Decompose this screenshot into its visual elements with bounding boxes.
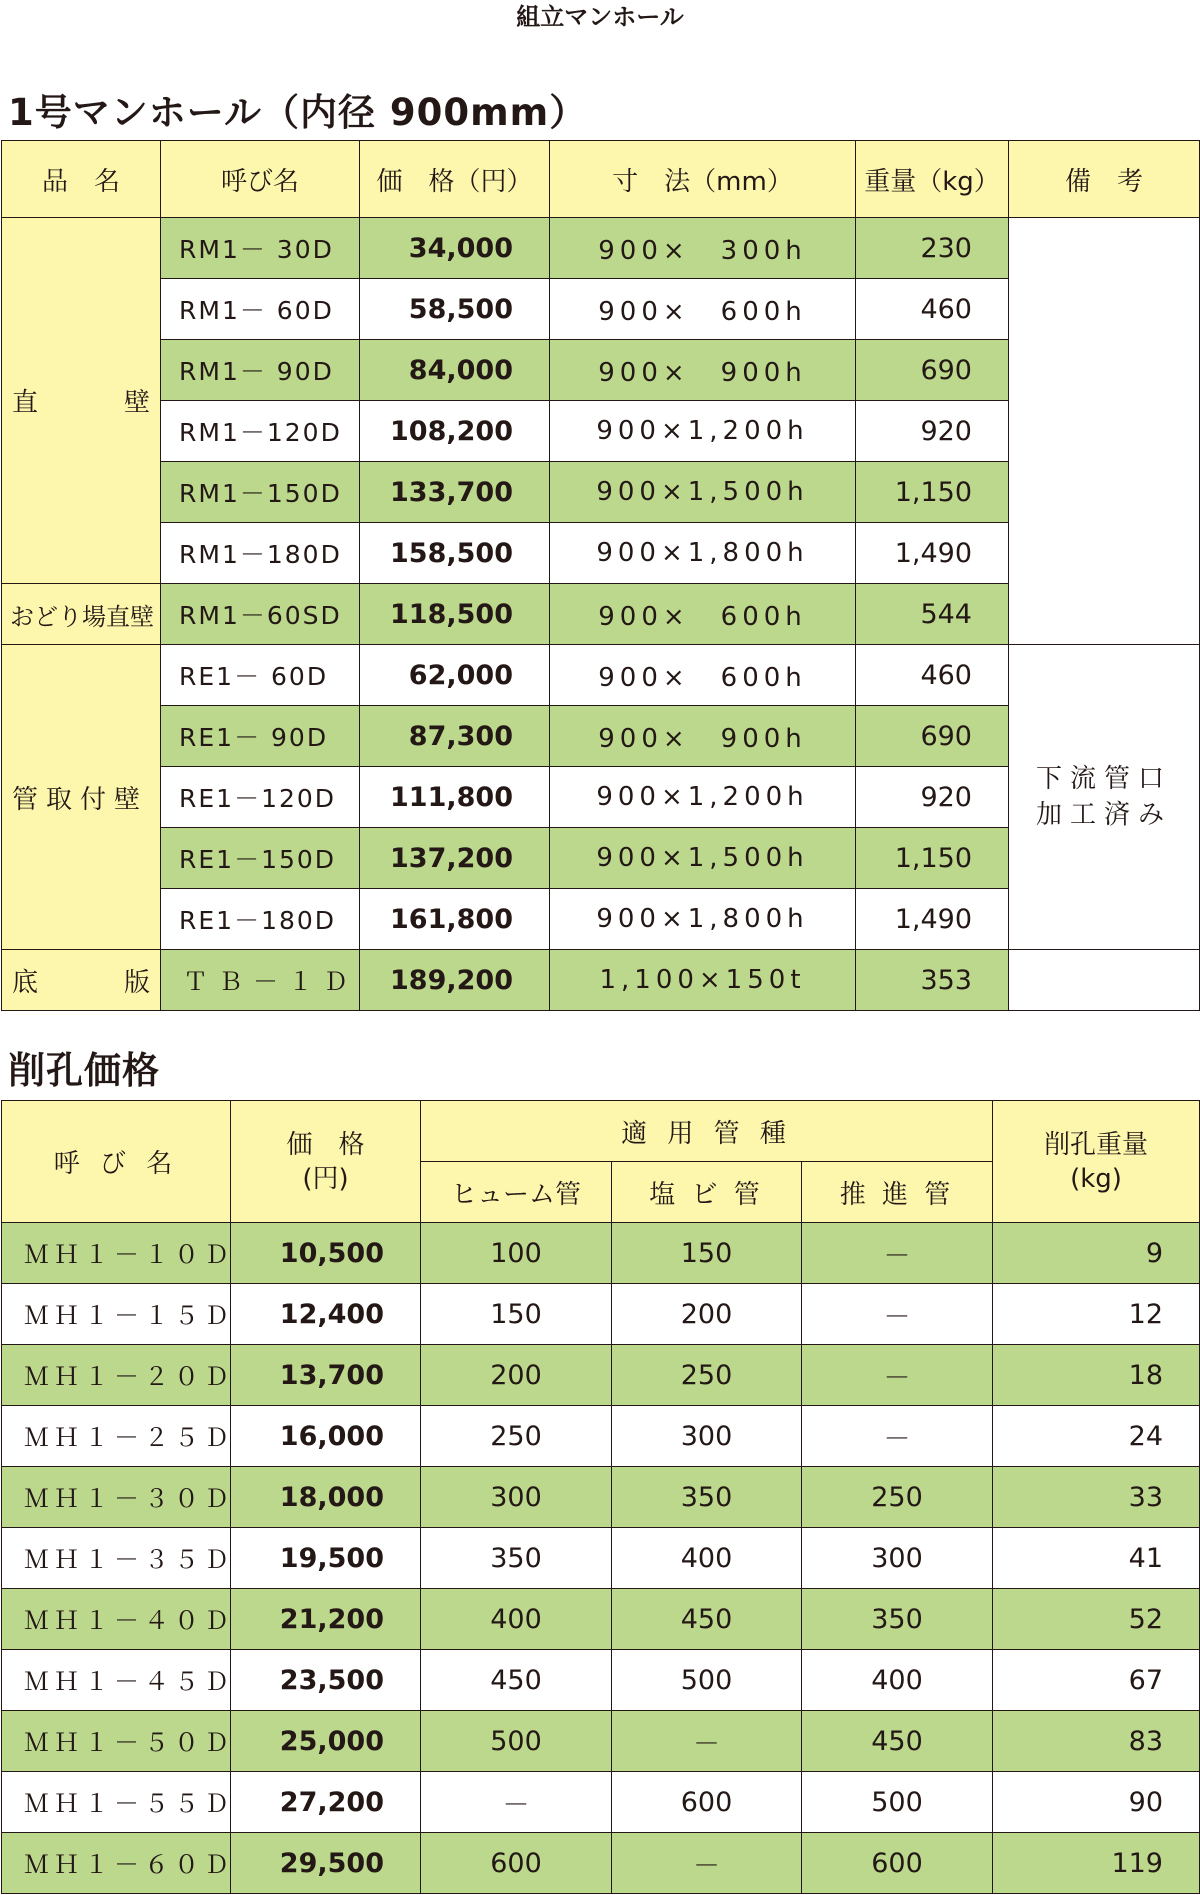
price-cell: 87,300 — [360, 706, 550, 767]
price-cell: 133,700 — [360, 462, 550, 523]
hume-pipe-cell: － — [421, 1772, 612, 1833]
category-step-wall: おどり場直壁 — [2, 584, 161, 645]
drill-weight-cell: 33 — [993, 1467, 1200, 1528]
jacking-pipe-cell: － — [802, 1406, 993, 1467]
hume-pipe-cell: 200 — [421, 1345, 612, 1406]
hume-pipe-cell: 600 — [421, 1833, 612, 1894]
category-label — [12, 382, 150, 419]
price-cell: 111,800 — [360, 767, 550, 828]
jacking-pipe-cell: 450 — [802, 1711, 993, 1772]
page-header: 組立マンホール — [516, 3, 684, 31]
call-name-cell: ＭＨ１－６０Ｄ — [2, 1833, 231, 1894]
call-name-cell: RM1－120D — [161, 401, 360, 462]
price-cell: 58,500 — [360, 279, 550, 340]
pvc-pipe-cell: 450 — [612, 1589, 802, 1650]
table-row — [2, 645, 1200, 706]
pvc-pipe-cell: 500 — [612, 1650, 802, 1711]
weight-cell: 920 — [856, 401, 1009, 462]
price-cell: 34,000 — [360, 218, 550, 279]
table-row — [2, 1589, 1200, 1650]
dimension-cell: 900× 600h — [550, 584, 856, 645]
weight-cell: 1,150 — [856, 828, 1009, 889]
weight-cell: 920 — [856, 767, 1009, 828]
weight-cell: 1,490 — [856, 889, 1009, 950]
weight-cell: 460 — [856, 279, 1009, 340]
header-drill-weight: 削孔重量 (kg) — [993, 1101, 1200, 1223]
dimension-cell: 900×1,200h — [550, 401, 856, 462]
hume-pipe-cell: 150 — [421, 1284, 612, 1345]
table-row — [2, 1650, 1200, 1711]
dimension-cell: 900× 900h — [550, 706, 856, 767]
header-jacking-pipe: 推 進 管 — [802, 1162, 993, 1223]
price-cell: 84,000 — [360, 340, 550, 401]
category-char: 直 — [12, 388, 39, 418]
table-row — [2, 1345, 1200, 1406]
category-straight-wall — [2, 218, 161, 584]
header-applicable-pipe: 適 用 管 種 — [421, 1101, 993, 1162]
table-row — [2, 1528, 1200, 1589]
weight-cell: 690 — [856, 706, 1009, 767]
pvc-pipe-cell: 250 — [612, 1345, 802, 1406]
pvc-pipe-cell: － — [612, 1711, 802, 1772]
price-cell: 21,200 — [231, 1589, 421, 1650]
call-name-cell: RM1－150D — [161, 462, 360, 523]
drilling-price-table — [1, 1100, 1200, 1894]
section-title-manhole: 1号マンホール（内径 900mm） — [8, 91, 588, 134]
table-row — [2, 1406, 1200, 1467]
pvc-pipe-cell: 400 — [612, 1528, 802, 1589]
drill-weight-cell: 12 — [993, 1284, 1200, 1345]
price-cell: 19,500 — [231, 1528, 421, 1589]
pvc-pipe-cell: 150 — [612, 1223, 802, 1284]
price-cell: 13,700 — [231, 1345, 421, 1406]
header-hume-pipe: ヒューム管 — [421, 1162, 612, 1223]
call-name-cell: ＭＨ１－３５Ｄ — [2, 1528, 231, 1589]
drill-weight-cell: 52 — [993, 1589, 1200, 1650]
pvc-pipe-cell: 350 — [612, 1467, 802, 1528]
hume-pipe-cell: 500 — [421, 1711, 612, 1772]
price-cell: 108,200 — [360, 401, 550, 462]
dimension-cell: 900× 600h — [550, 279, 856, 340]
price-cell: 12,400 — [231, 1284, 421, 1345]
price-cell: 18,000 — [231, 1467, 421, 1528]
table-row — [2, 218, 1200, 279]
call-name-cell: ＭＨ１－４５Ｄ — [2, 1650, 231, 1711]
call-name-cell: RM1－ 30D — [161, 218, 360, 279]
dimension-cell: 900×1,800h — [550, 523, 856, 584]
pvc-pipe-cell: 300 — [612, 1406, 802, 1467]
price-cell: 158,500 — [360, 523, 550, 584]
drill-weight-cell: 18 — [993, 1345, 1200, 1406]
hume-pipe-cell: 300 — [421, 1467, 612, 1528]
weight-cell: 690 — [856, 340, 1009, 401]
drill-weight-cell: 119 — [993, 1833, 1200, 1894]
hume-pipe-cell: 450 — [421, 1650, 612, 1711]
call-name-cell: RE1－180D — [161, 889, 360, 950]
price-cell: 62,000 — [360, 645, 550, 706]
call-name-cell: RM1－ 60D — [161, 279, 360, 340]
drill-weight-cell: 9 — [993, 1223, 1200, 1284]
remark-line: 加工済み — [1035, 800, 1172, 830]
call-name-cell: RE1－120D — [161, 767, 360, 828]
dimension-cell: 1,100×150t — [550, 950, 856, 1011]
jacking-pipe-cell: 500 — [802, 1772, 993, 1833]
price-cell: 161,800 — [360, 889, 550, 950]
hume-pipe-cell: 400 — [421, 1589, 612, 1650]
header-product-name: 品 名 — [2, 141, 161, 218]
call-name-cell: ＭＨ１－５０Ｄ — [2, 1711, 231, 1772]
call-name-cell: ＭＨ１－１５Ｄ — [2, 1284, 231, 1345]
price-cell: 25,000 — [231, 1711, 421, 1772]
call-name-cell: RM1－180D — [161, 523, 360, 584]
remark-line: 下流管口 — [1035, 764, 1172, 794]
call-name-cell: ＭＨ１－２５Ｄ — [2, 1406, 231, 1467]
drill-weight-cell: 83 — [993, 1711, 1200, 1772]
pvc-pipe-cell: 600 — [612, 1772, 802, 1833]
jacking-pipe-cell: 350 — [802, 1589, 993, 1650]
category-char: 底 — [12, 967, 39, 998]
dimension-cell: 900× 300h — [550, 218, 856, 279]
jacking-pipe-cell: － — [802, 1284, 993, 1345]
call-name-cell: RE1－ 90D — [161, 706, 360, 767]
call-name-cell: RE1－150D — [161, 828, 360, 889]
table-row — [2, 1467, 1200, 1528]
header-weight: 重量（kg） — [856, 141, 1009, 218]
pvc-pipe-cell: 200 — [612, 1284, 802, 1345]
weight-cell: 1,150 — [856, 462, 1009, 523]
call-name-cell: ＴＢ－１Ｄ — [161, 950, 360, 1011]
jacking-pipe-cell: 600 — [802, 1833, 993, 1894]
call-name-cell: RM1－60SD — [161, 584, 360, 645]
jacking-pipe-cell: 400 — [802, 1650, 993, 1711]
table-row — [2, 1223, 1200, 1284]
weight-cell: 460 — [856, 645, 1009, 706]
hume-pipe-cell: 250 — [421, 1406, 612, 1467]
jacking-pipe-cell: 250 — [802, 1467, 993, 1528]
drill-weight-cell: 90 — [993, 1772, 1200, 1833]
table-row — [2, 1772, 1200, 1833]
call-name-cell: ＭＨ１－３０Ｄ — [2, 1467, 231, 1528]
section-title-drilling: 削孔価格 — [8, 1049, 160, 1092]
call-name-cell: RE1－ 60D — [161, 645, 360, 706]
drill-weight-cell: 67 — [993, 1650, 1200, 1711]
call-name-cell: ＭＨ１－１０Ｄ — [2, 1223, 231, 1284]
category-label — [12, 962, 150, 999]
dimension-cell: 900×1,500h — [550, 828, 856, 889]
call-name-cell: ＭＨ１－２０Ｄ — [2, 1345, 231, 1406]
price-cell: 29,500 — [231, 1833, 421, 1894]
jacking-pipe-cell: － — [802, 1223, 993, 1284]
drill-weight-cell: 41 — [993, 1528, 1200, 1589]
table-row — [2, 1711, 1200, 1772]
weight-cell: 544 — [856, 584, 1009, 645]
price-cell: 189,200 — [360, 950, 550, 1011]
call-name-cell: ＭＨ１－４０Ｄ — [2, 1589, 231, 1650]
dimension-cell: 900× 600h — [550, 645, 856, 706]
pvc-pipe-cell: － — [612, 1833, 802, 1894]
header-remarks: 備 考 — [1009, 141, 1200, 218]
price-cell: 23,500 — [231, 1650, 421, 1711]
price-cell: 10,500 — [231, 1223, 421, 1284]
header-call-name: 呼び名 — [161, 141, 360, 218]
manhole-price-table — [1, 140, 1200, 1011]
hume-pipe-cell: 350 — [421, 1528, 612, 1589]
price-cell: 118,500 — [360, 584, 550, 645]
call-name-cell: ＭＨ１－５５Ｄ — [2, 1772, 231, 1833]
header-price: 価 格（円） — [360, 141, 550, 218]
table-row — [2, 1284, 1200, 1345]
jacking-pipe-cell: － — [802, 1345, 993, 1406]
call-name-cell: RM1－ 90D — [161, 340, 360, 401]
header-call-name: 呼 び 名 — [2, 1101, 231, 1223]
weight-cell: 353 — [856, 950, 1009, 1011]
weight-cell: 1,490 — [856, 523, 1009, 584]
header-price: 価 格 (円) — [231, 1101, 421, 1223]
price-cell: 16,000 — [231, 1406, 421, 1467]
header-dimension: 寸 法（mm） — [550, 141, 856, 218]
weight-cell: 230 — [856, 218, 1009, 279]
header-pvc-pipe: 塩 ビ 管 — [612, 1162, 802, 1223]
jacking-pipe-cell: 300 — [802, 1528, 993, 1589]
category-pipe-wall: 管取付壁 — [2, 645, 161, 950]
category-char: 壁 — [123, 388, 150, 418]
hume-pipe-cell: 100 — [421, 1223, 612, 1284]
dimension-cell: 900× 900h — [550, 340, 856, 401]
dimension-cell: 900×1,200h — [550, 767, 856, 828]
dimension-cell: 900×1,800h — [550, 889, 856, 950]
table-row — [2, 950, 1200, 1011]
dimension-cell: 900×1,500h — [550, 462, 856, 523]
remark-cell-empty — [1009, 218, 1200, 645]
remark-cell-empty — [1009, 950, 1200, 1011]
price-cell: 27,200 — [231, 1772, 421, 1833]
remark-cell — [1009, 645, 1200, 950]
category-bottom-slab — [2, 950, 161, 1011]
table-row — [2, 1833, 1200, 1894]
category-char: 版 — [123, 967, 150, 998]
drill-weight-cell: 24 — [993, 1406, 1200, 1467]
price-cell: 137,200 — [360, 828, 550, 889]
